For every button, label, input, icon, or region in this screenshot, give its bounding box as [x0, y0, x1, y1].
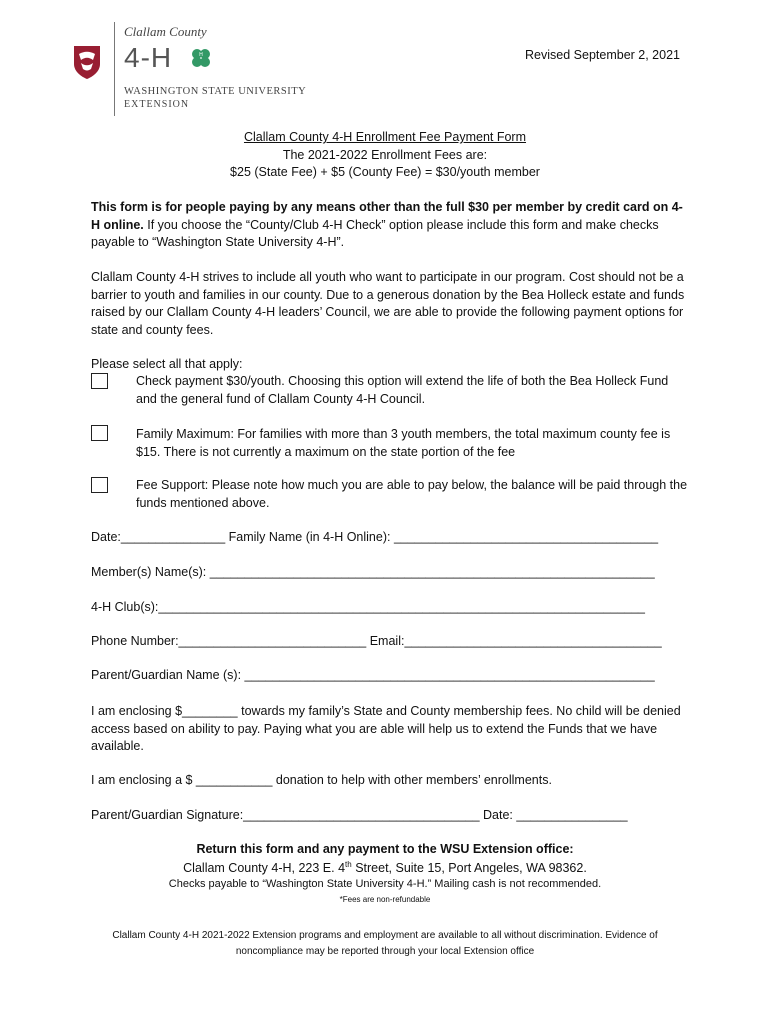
- checkbox-check-payment[interactable]: [91, 373, 108, 389]
- enclosing-fees-text: I am enclosing $________ towards my family’s State and County membership fees. No child will be denied access based on ability to pay. Paying what you are able will help us to extend the Funds that we have available.: [91, 704, 681, 753]
- fees-heading: The 2021-2022 Enrollment Fees are:: [282, 148, 488, 162]
- header-divider: [114, 22, 115, 116]
- svg-text:H: H: [199, 52, 203, 58]
- option-family-maximum: Family Maximum: For families with more than 3 youth members, the total maximum county fee is $15. There is not currently a maximum on the state portion of the fee: [136, 427, 671, 459]
- form-title: Clallam County 4-H Enrollment Fee Payment Form: [243, 130, 527, 144]
- signature-field[interactable]: Parent/Guardian Signature:__________________________________ Date: ________________: [91, 808, 628, 822]
- guardian-name-field[interactable]: Parent/Guardian Name (s): ___________________________________________________________: [91, 668, 655, 682]
- intro-paragraph: [91, 199, 691, 252]
- program-label: 4-H: [124, 42, 173, 73]
- checkbox-fee-support[interactable]: [91, 477, 108, 493]
- select-prompt: Please select all that apply:: [91, 357, 243, 371]
- donation-field[interactable]: I am enclosing a $ ___________ donation to help with other members’ enrollments.: [91, 773, 552, 787]
- checks-payable-note: Checks payable to “Washington State University 4-H.” Mailing cash is not recommended.: [168, 878, 602, 890]
- option-check-payment: Check payment $30/youth. Choosing this option will extend the life of both the Bea Holleck Fund and the general fund of Clallam County 4-H Council.: [136, 374, 669, 406]
- revised-date: Revised September 2, 2021: [525, 48, 680, 62]
- club-field[interactable]: 4-H Club(s):______________________________________________________________________: [91, 600, 646, 614]
- description-paragraph: Clallam County 4-H strives to include all youth who want to participate in our program. Cost should not be a barrier to youth and families in our county. Due to a generous donation by the Bea Holleck estate and funds raised by our Clallam County 4-H leaders’ Council, we are able to provide the following payment options for state and county fees.: [91, 270, 685, 337]
- fees-breakdown: $25 (State Fee) + $5 (County Fee) = $30/youth member: [230, 165, 540, 179]
- checkbox-family-maximum[interactable]: [91, 425, 108, 441]
- return-heading: Return this form and any payment to the WSU Extension office:: [196, 842, 574, 856]
- intro-rest: If you choose the “County/Club 4-H Check” option please include this form and make checks payable to “Washington State University 4-H”.: [91, 217, 659, 249]
- member-names-field[interactable]: Member(s) Name(s): ________________________________________________________________: [91, 565, 655, 579]
- intro-bold: This form is for people paying by any means other than the full $30 per member by credit card on 4-H online.: [91, 200, 683, 232]
- county-label: Clallam County: [124, 24, 207, 39]
- university-label: WASHINGTON STATE UNIVERSITY: [124, 86, 307, 97]
- option-fee-support: Fee Support: Please note how much you are able to pay below, the balance will be paid through the funds mentioned above.: [136, 478, 688, 510]
- footer-line-1: Clallam County 4-H 2021-2022 Extension programs and employment are available to all without discrimination. Evidence of: [112, 930, 658, 941]
- phone-email-field[interactable]: Phone Number:___________________________ Email:_____________________________________: [91, 634, 662, 648]
- office-address: Clallam County 4-H, 223 E. 4th Street, Suite 15, Port Angeles, WA 98362.: [183, 860, 587, 876]
- footer-line-2: noncompliance may be reported through your local Extension office: [235, 946, 535, 957]
- wsu-shield-logo: [72, 44, 102, 80]
- nonrefundable-note: *Fees are non-refundable: [339, 895, 431, 904]
- four-leaf-clover-icon: [190, 47, 212, 69]
- extension-label: EXTENSION: [124, 99, 190, 110]
- date-family-name-field[interactable]: Date:_______________ Family Name (in 4-H Online): ______________________________________: [91, 530, 659, 544]
